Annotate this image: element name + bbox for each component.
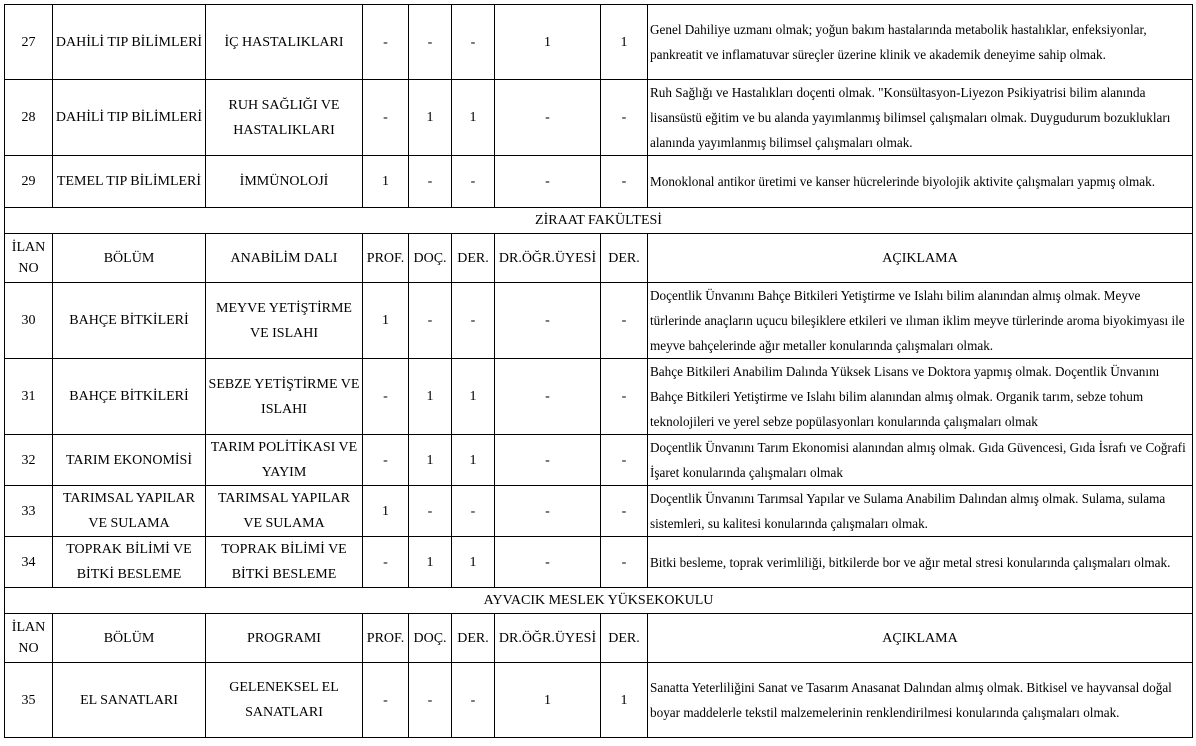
table-row [5, 5, 1193, 80]
der2-cell: - [601, 359, 648, 435]
header-prof: PROF. [363, 234, 409, 283]
dr-cell: - [495, 359, 601, 435]
header-der: DER. [452, 234, 495, 283]
dr-cell: - [495, 435, 601, 486]
prof-cell: - [363, 663, 409, 738]
bolum-cell: BAHÇE BİTKİLERİ [53, 359, 206, 435]
header-row [5, 614, 1193, 663]
description-cell: Bahçe Bitkileri Anabilim Dalında Yüksek Lisans ve Doktora yapmış olmak. Doçentlik Ünvanını Bahçe Bitkileri Yetiştirme ve Islahı bilim alanından almış olmak. Organik tarım, sebze tohum teknolojileri ve yerel sebze popülasyonları konularında çalışmaları olmak [648, 359, 1193, 435]
anabilim-cell: TARIM POLİTİKASI VE YAYIM [206, 435, 363, 486]
program-cell: GELENEKSEL EL SANATLARI [206, 663, 363, 738]
table-row [5, 663, 1193, 738]
description-cell: Doçentlik Ünvanını Bahçe Bitkileri Yetiştirme ve Islahı bilim alanından almış olmak. Meyve türlerinde anaçların uçucu bileşiklere etkileri ve ılıman iklim meyve türlerinde aroma biyokimyası ile meyve bahçelerinde ağır metaller konularında çalışmaları olmak. [648, 283, 1193, 359]
der-cell: 1 [452, 435, 495, 486]
prof-cell: - [363, 359, 409, 435]
prof-cell: - [363, 5, 409, 80]
description-cell: Bitki besleme, toprak verimliliği, bitkilerde bor ve ağır metal stresi konularında çalışmaları olmak. [648, 537, 1193, 588]
description-cell: Genel Dahiliye uzmanı olmak; yoğun bakım hastalarında metabolik hastalıklar, enfeksiyonlar, pankreatit ve inflamatuvar süreçler üzerine klinik ve akademik deneyime sahip olmak. [648, 5, 1193, 80]
der2-cell: - [601, 537, 648, 588]
header-ilan-no: İLAN NO [5, 614, 53, 663]
table-row [5, 156, 1193, 208]
bolum-cell: DAHİLİ TIP BİLİMLERİ [53, 80, 206, 156]
ilan-no-cell: 32 [5, 435, 53, 486]
bolum-cell: EL SANATLARI [53, 663, 206, 738]
header-bolum: BÖLÜM [53, 614, 206, 663]
der2-cell: - [601, 80, 648, 156]
description-cell: Sanatta Yeterliliğini Sanat ve Tasarım Anasanat Dalından almış olmak. Bitkisel ve hayvansal doğal boyar maddelerle tekstil malzemelerinin renklendirilmesi konularında çalışmaları olmak. [648, 663, 1193, 738]
bolum-cell: TEMEL TIP BİLİMLERİ [53, 156, 206, 208]
der-cell: - [452, 486, 495, 537]
dr-cell: - [495, 80, 601, 156]
doc-cell: 1 [409, 359, 452, 435]
doc-cell: - [409, 5, 452, 80]
header-programi: PROGRAMI [206, 614, 363, 663]
der-cell: - [452, 5, 495, 80]
header-dr-ogr-uyesi: DR.ÖĞR.ÜYESİ [495, 614, 601, 663]
bolum-cell: DAHİLİ TIP BİLİMLERİ [53, 5, 206, 80]
table-row [5, 435, 1193, 486]
der-cell: 1 [452, 537, 495, 588]
der2-cell: - [601, 435, 648, 486]
der2-cell: - [601, 156, 648, 208]
doc-cell: 1 [409, 537, 452, 588]
doc-cell: 1 [409, 80, 452, 156]
description-cell: Ruh Sağlığı ve Hastalıkları doçenti olmak. "Konsültasyon-Liyezon Psikiyatrisi bilim alanında lisansüstü eğitim ve bu alanda yayımlanmış bilimsel çalışmaları olmak. Duygudurum bozuklukları alanında yayımlanmış bilimsel çalışmaları olmak. [648, 80, 1193, 156]
doc-cell: - [409, 156, 452, 208]
prof-cell: - [363, 435, 409, 486]
ilan-no-cell: 30 [5, 283, 53, 359]
section-title-ziraat: ZİRAAT FAKÜLTESİ [5, 208, 1193, 234]
doc-cell: 1 [409, 435, 452, 486]
bolum-cell: TARIM EKONOMİSİ [53, 435, 206, 486]
der2-cell: - [601, 486, 648, 537]
prof-cell: 1 [363, 156, 409, 208]
header-der2: DER. [601, 614, 648, 663]
description-cell: Doçentlik Ünvanını Tarımsal Yapılar ve Sulama Anabilim Dalından almış olmak. Sulama, sulama sistemleri, su kalitesi konularında çalışmaları olmak. [648, 486, 1193, 537]
ilan-no-cell: 28 [5, 80, 53, 156]
anabilim-cell: İMMÜNOLOJİ [206, 156, 363, 208]
der-cell: - [452, 156, 495, 208]
prof-cell: 1 [363, 283, 409, 359]
section-row [5, 588, 1193, 614]
header-doc: DOÇ. [409, 234, 452, 283]
table-row [5, 283, 1193, 359]
header-anabilim-dali: ANABİLİM DALI [206, 234, 363, 283]
dr-cell: 1 [495, 5, 601, 80]
prof-cell: - [363, 80, 409, 156]
anabilim-cell: İÇ HASTALIKLARI [206, 5, 363, 80]
der-cell: 1 [452, 80, 495, 156]
dr-cell: - [495, 486, 601, 537]
ilan-no-cell: 33 [5, 486, 53, 537]
der-cell: 1 [452, 359, 495, 435]
doc-cell: - [409, 663, 452, 738]
dr-cell: - [495, 156, 601, 208]
header-der2: DER. [601, 234, 648, 283]
dr-cell: 1 [495, 663, 601, 738]
header-aciklama: AÇIKLAMA [648, 234, 1193, 283]
prof-cell: 1 [363, 486, 409, 537]
header-aciklama: AÇIKLAMA [648, 614, 1193, 663]
ilan-no-cell: 31 [5, 359, 53, 435]
header-prof: PROF. [363, 614, 409, 663]
anabilim-cell: RUH SAĞLIĞI VE HASTALIKLARI [206, 80, 363, 156]
der-cell: - [452, 283, 495, 359]
der2-cell: 1 [601, 663, 648, 738]
anabilim-cell: TOPRAK BİLİMİ VE BİTKİ BESLEME [206, 537, 363, 588]
table-row [5, 486, 1193, 537]
dr-cell: - [495, 537, 601, 588]
section-title-ayvacik: AYVACIK MESLEK YÜKSEKOKULU [5, 588, 1193, 614]
ilan-no-cell: 29 [5, 156, 53, 208]
header-row [5, 234, 1193, 283]
section-row [5, 208, 1193, 234]
der-cell: - [452, 663, 495, 738]
header-doc: DOÇ. [409, 614, 452, 663]
description-cell: Doçentlik Ünvanını Tarım Ekonomisi alanından almış olmak. Gıda Güvencesi, Gıda İsrafı ve Coğrafi İşaret konularında çalışmaları olmak [648, 435, 1193, 486]
header-der: DER. [452, 614, 495, 663]
doc-cell: - [409, 486, 452, 537]
table-row [5, 537, 1193, 588]
anabilim-cell: SEBZE YETİŞTİRME VE ISLAHI [206, 359, 363, 435]
bolum-cell: BAHÇE BİTKİLERİ [53, 283, 206, 359]
der2-cell: - [601, 283, 648, 359]
staff-positions-table [4, 4, 1193, 738]
anabilim-cell: MEYVE YETİŞTİRME VE ISLAHI [206, 283, 363, 359]
table-row [5, 80, 1193, 156]
bolum-cell: TARIMSAL YAPILAR VE SULAMA [53, 486, 206, 537]
bolum-cell: TOPRAK BİLİMİ VE BİTKİ BESLEME [53, 537, 206, 588]
header-ilan-no: İLAN NO [5, 234, 53, 283]
description-cell: Monoklonal antikor üretimi ve kanser hücrelerinde biyolojik aktivite çalışmaları yapmış olmak. [648, 156, 1193, 208]
table-row [5, 359, 1193, 435]
prof-cell: - [363, 537, 409, 588]
ilan-no-cell: 27 [5, 5, 53, 80]
ilan-no-cell: 34 [5, 537, 53, 588]
dr-cell: - [495, 283, 601, 359]
der2-cell: 1 [601, 5, 648, 80]
doc-cell: - [409, 283, 452, 359]
anabilim-cell: TARIMSAL YAPILAR VE SULAMA [206, 486, 363, 537]
header-dr-ogr-uyesi: DR.ÖĞR.ÜYESİ [495, 234, 601, 283]
ilan-no-cell: 35 [5, 663, 53, 738]
header-bolum: BÖLÜM [53, 234, 206, 283]
